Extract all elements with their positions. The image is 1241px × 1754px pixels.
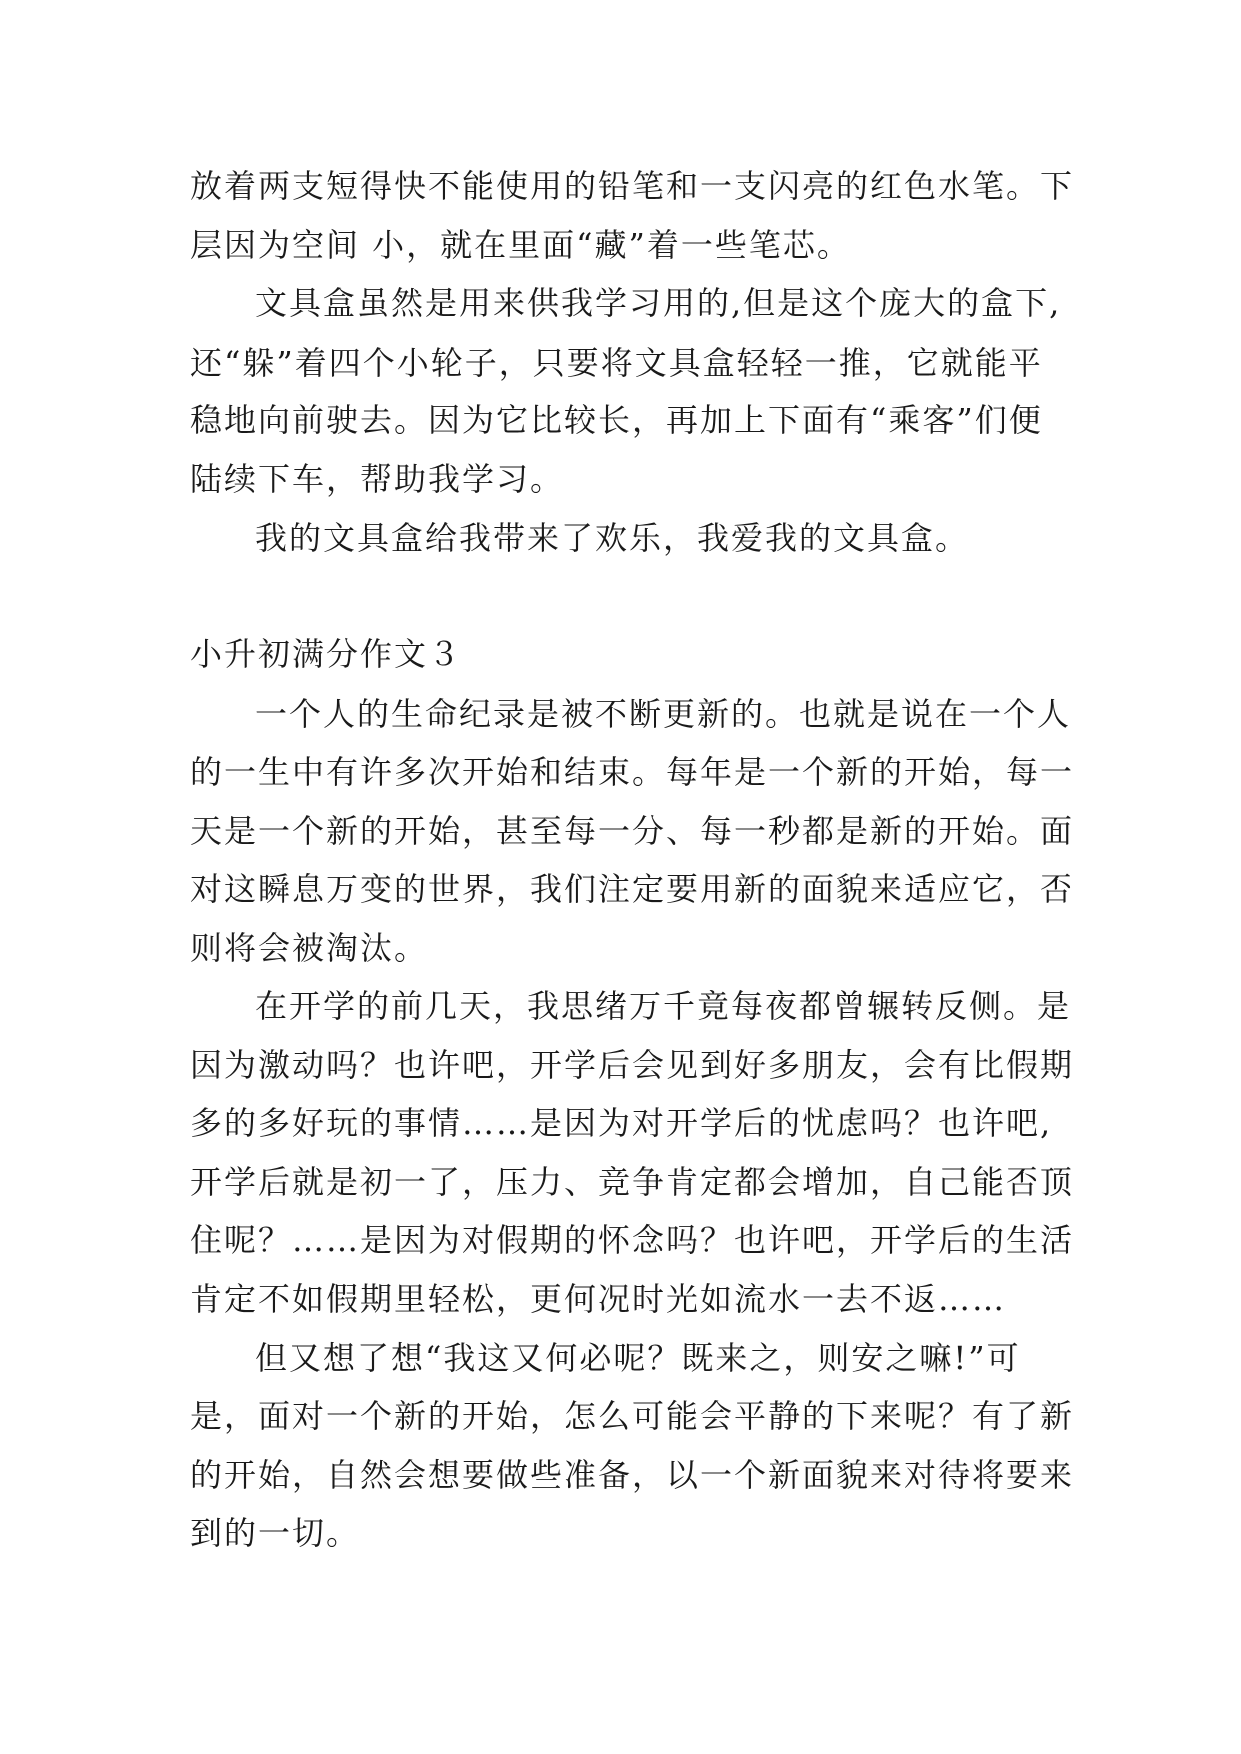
paragraph-line: 但又想了想“我这又何必呢？既来之，则安之嘛!”可 (255, 1339, 1021, 1377)
paragraph-line: 文具盒虽然是用来供我学习用的,但是这个庞大的盒下, (255, 284, 1062, 322)
paragraph-line: 天是一个新的开始，甚至每一分、每一秒都是新的开始。面 (190, 812, 1075, 850)
paragraph-line: 在开学的前几天，我思绪万千竟每夜都曾辗转反侧。是 (255, 987, 1072, 1025)
paragraph-line: 放着两支短得快不能使用的铅笔和一支闪亮的红色水笔。下 (190, 167, 1075, 205)
paragraph-line: 是，面对一个新的开始，怎么可能会平静的下来呢？有了新 (190, 1397, 1075, 1435)
paragraph-line: 的开始，自然会想要做些准备，以一个新面貌来对待将要来 (190, 1456, 1075, 1494)
paragraph-line: 因为激动吗？也许吧，开学后会见到好多朋友，会有比假期 (190, 1046, 1075, 1084)
paragraph-line: 一个人的生命纪录是被不断更新的。也就是说在一个人 (255, 695, 1072, 733)
paragraph-line: 稳地向前驶去。因为它比较长，再加上下面有“乘客”们便 (190, 401, 1043, 439)
paragraph-line: 对这瞬息万变的世界，我们注定要用新的面貌来适应它，否 (190, 870, 1075, 908)
paragraph-line: 住呢？……是因为对假期的怀念吗？也许吧，开学后的生活 (190, 1221, 1075, 1259)
paragraph-line: 开学后就是初一了，压力、竞争肯定都会增加，自己能否顶 (190, 1163, 1075, 1201)
paragraph-line: 则将会被淘汰。 (190, 929, 429, 967)
paragraph-line: 的一生中有许多次开始和结束。每年是一个新的开始，每一 (190, 753, 1075, 791)
section-heading: 小升初满分作文３ (190, 635, 463, 673)
paragraph-line: 到的一切。 (190, 1514, 361, 1552)
paragraph-line: 肯定不如假期里轻松，更何况时光如流水一去不返…… (190, 1280, 1007, 1318)
paragraph-line: 陆续下车，帮助我学习。 (190, 460, 565, 498)
paragraph-line: 多的多好玩的事情……是因为对开学后的忧虑吗？也许吧, (190, 1104, 1053, 1142)
paragraph-line: 我的文具盒给我带来了欢乐，我爱我的文具盒。 (255, 519, 970, 557)
paragraph-line: 层因为空间 小，就在里面“藏”着一些笔芯。 (190, 226, 851, 264)
paragraph-line: 还“躲”着四个小轮子，只要将文具盒轻轻一推，它就能平 (190, 344, 1043, 382)
